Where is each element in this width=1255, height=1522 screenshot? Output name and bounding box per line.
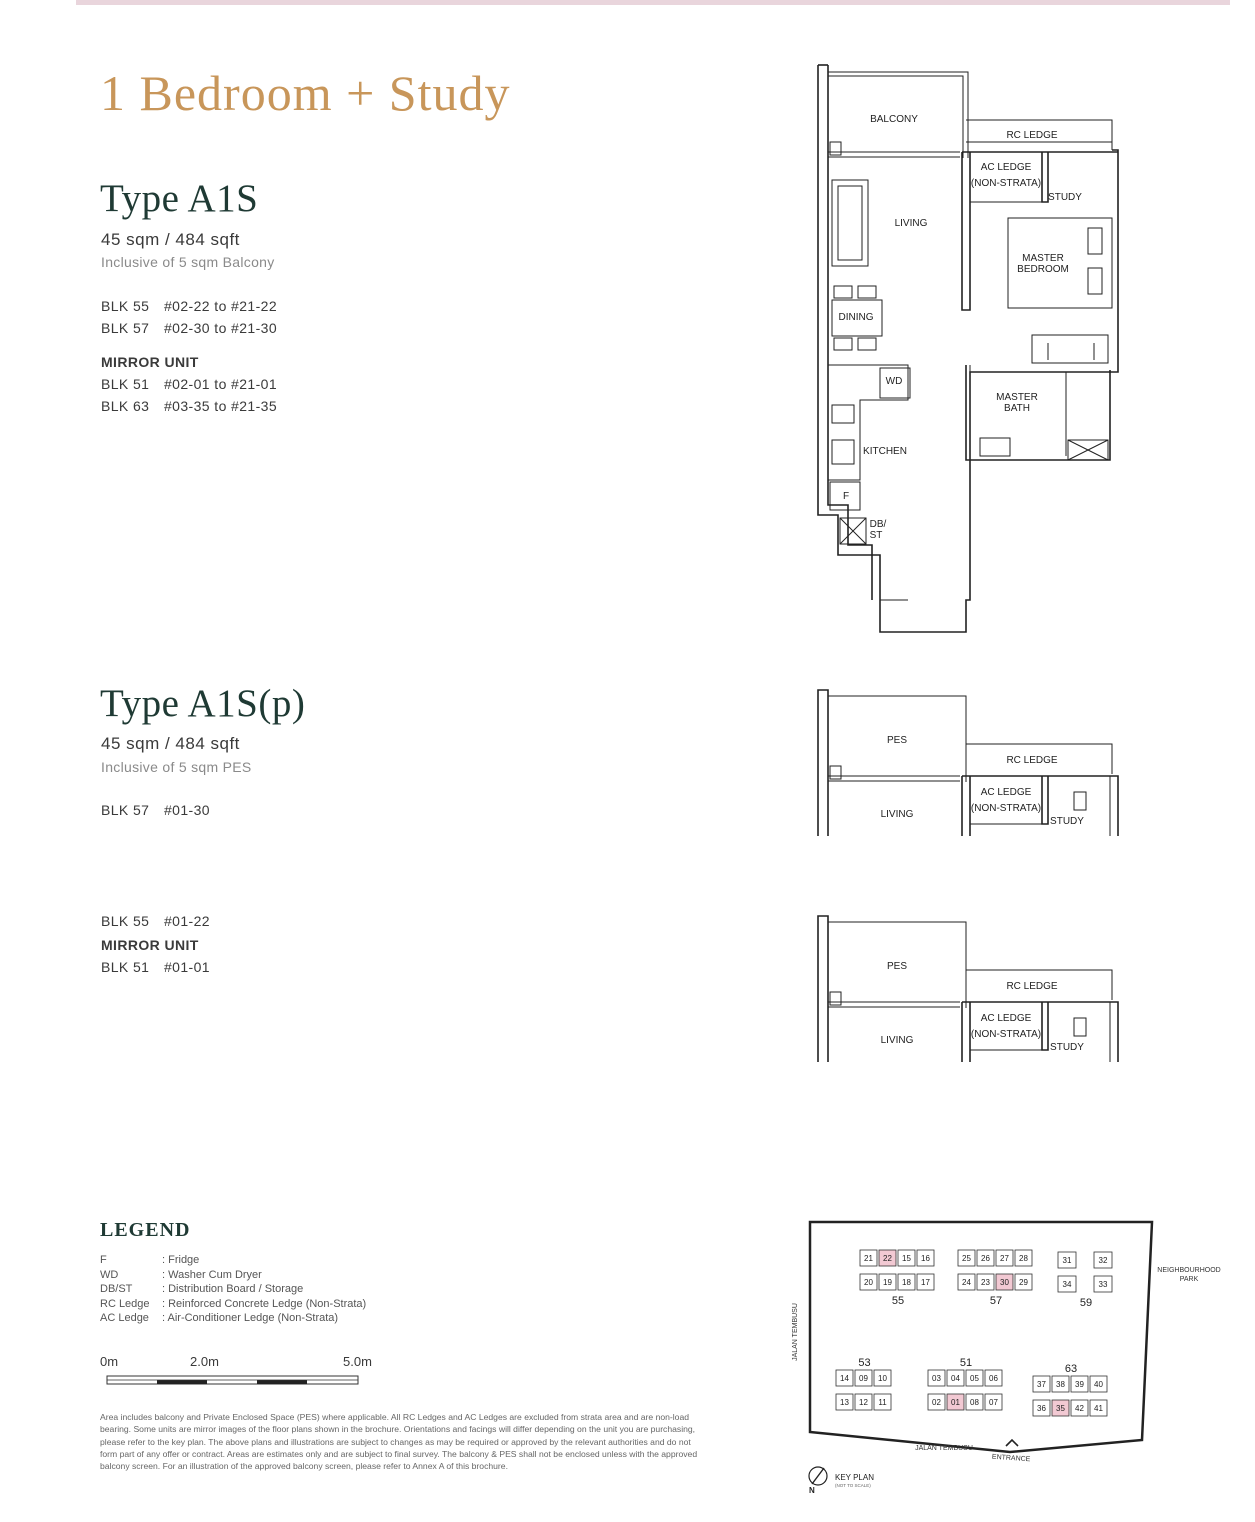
- key-plan-unit-label: 15: [902, 1254, 911, 1263]
- key-plan-unit-label: 27: [1000, 1254, 1009, 1263]
- key-plan-unit-label: 39: [1075, 1380, 1084, 1389]
- type-a1sp-unit-list-second: [101, 910, 210, 978]
- type-a1s-area: 45 sqm / 484 sqft: [101, 230, 240, 249]
- key-plan-unit-label: 33: [1098, 1280, 1108, 1289]
- legend-key: AC Ledge: [100, 1312, 149, 1324]
- key-plan-unit-label: 32: [1098, 1256, 1108, 1265]
- legend-key: F: [100, 1254, 107, 1266]
- key-plan-unit-label: 08: [970, 1398, 979, 1407]
- north-label: N: [809, 1486, 815, 1495]
- label-rc-ledge: RC LEDGE: [1006, 755, 1058, 766]
- legend-key: DB/ST: [100, 1283, 133, 1295]
- entrance-label: ENTRANCE: [991, 1453, 1031, 1464]
- unit-block: BLK 57: [101, 320, 150, 336]
- floor-plan-drawing: [810, 60, 1130, 640]
- label-study: STUDY: [1048, 192, 1082, 203]
- floor-plan-a1sp-blk57: [810, 686, 1130, 841]
- label-balcony: BALCONY: [870, 114, 918, 125]
- key-plan-unit-label: 36: [1037, 1404, 1046, 1413]
- key-plan-unit-label: 11: [878, 1398, 887, 1407]
- label-dbst-2: ST: [869, 530, 883, 541]
- scale-bar-graphic: [100, 1372, 370, 1392]
- key-plan-unit-label: 30: [1000, 1278, 1009, 1287]
- key-plan-block-label: 57: [989, 1295, 1003, 1307]
- key-plan-unit-label: 24: [962, 1278, 971, 1287]
- top-accent-bar: [76, 0, 1230, 5]
- floor-plan-a1sp-blk55: [810, 912, 1130, 1067]
- label-ac-ledge: AC LEDGE: [980, 1013, 1032, 1024]
- key-plan-block-label: 55: [891, 1295, 905, 1307]
- legend-item: [100, 1253, 366, 1268]
- label-rc-ledge: RC LEDGE: [1006, 981, 1058, 992]
- type-a1s-unit-list: [101, 295, 277, 417]
- legend-desc: : Washer Cum Dryer: [162, 1268, 262, 1281]
- label-master-bath-2: BATH: [1004, 403, 1030, 414]
- unit-range: #02-22 to #21-22: [164, 298, 278, 314]
- unit-block: BLK 55: [101, 913, 150, 929]
- key-plan-unit-label: 13: [840, 1398, 849, 1407]
- key-plan-unit-label: 34: [1062, 1280, 1072, 1289]
- road-bottom-label: JALAN TEMBUSU: [915, 1445, 973, 1452]
- key-plan-unit-label: 22: [883, 1254, 892, 1263]
- key-plan-unit-label: 28: [1019, 1254, 1028, 1263]
- unit-block: BLK 55: [101, 298, 150, 314]
- legend-desc: : Distribution Board / Storage: [162, 1283, 304, 1295]
- key-plan-unit-label: 26: [981, 1254, 990, 1263]
- key-plan-unit-label: 12: [859, 1398, 868, 1407]
- label-study: STUDY: [1050, 1042, 1084, 1053]
- key-plan-unit-label: 40: [1094, 1380, 1103, 1389]
- unit-row: [101, 910, 210, 932]
- mirror-unit-label: MIRROR UNIT: [101, 354, 199, 370]
- key-plan-unit-label: 05: [970, 1374, 979, 1383]
- type-a1s-inclusive: Inclusive of 5 sqm Balcony: [101, 254, 275, 270]
- label-master-bath: MASTER: [996, 392, 1038, 403]
- floor-plan-a1s: [810, 60, 1130, 640]
- unit-range: #01-01: [164, 959, 210, 975]
- scale-label-2: 2.0m: [190, 1354, 219, 1369]
- unit-row: [101, 799, 210, 821]
- type-a1s-heading: Type A1S: [100, 177, 259, 220]
- key-plan-block-53: [836, 1357, 891, 1410]
- key-plan-unit-label: 07: [989, 1398, 998, 1407]
- unit-range: #01-22: [164, 913, 210, 929]
- scale-label-5: 5.0m: [343, 1354, 372, 1369]
- key-plan-drawing: [780, 1210, 1240, 1500]
- legend-desc: : Fridge: [162, 1254, 200, 1266]
- neighbourhood-park-label-2: PARK: [1179, 1276, 1199, 1283]
- label-fridge: F: [842, 491, 850, 502]
- key-plan-unit-label: 03: [932, 1374, 941, 1383]
- entrance-arrow-icon: [1006, 1440, 1018, 1446]
- label-ac-ledge: AC LEDGE: [980, 162, 1032, 173]
- legend-item: [100, 1268, 366, 1283]
- type-a1sp-heading: Type A1S(p): [100, 682, 306, 725]
- legend-key: WD: [100, 1268, 119, 1281]
- key-plan-unit-label: 35: [1056, 1404, 1065, 1413]
- pes-plan-drawing: [810, 686, 1130, 841]
- page-title: 1 Bedroom + Study: [100, 65, 511, 121]
- unit-block: BLK 51: [101, 376, 150, 392]
- label-rc-ledge: RC LEDGE: [1006, 130, 1058, 141]
- label-living: LIVING: [880, 1035, 914, 1046]
- key-plan-unit-label: 38: [1056, 1380, 1065, 1389]
- label-study: STUDY: [1050, 816, 1084, 827]
- label-pes: PES: [886, 735, 908, 746]
- key-plan-block-label: 51: [959, 1357, 973, 1369]
- type-a1sp-inclusive: Inclusive of 5 sqm PES: [101, 759, 252, 775]
- key-plan-subtitle: (NOT TO SCALE): [835, 1483, 871, 1488]
- legend-item: [100, 1297, 366, 1312]
- key-plan-unit-label: 21: [864, 1254, 873, 1263]
- unit-block: BLK 57: [101, 802, 150, 818]
- label-master-bedroom: MASTER: [1022, 253, 1064, 264]
- label-ac-ledge-non-strata: (NON-STRATA): [970, 1029, 1042, 1040]
- key-plan-unit-label: 14: [840, 1374, 849, 1383]
- key-plan-unit-label: 17: [921, 1278, 930, 1287]
- key-plan-unit-label: 06: [989, 1374, 998, 1383]
- type-a1sp-unit-list: [101, 799, 210, 821]
- key-plan-block-57: [958, 1250, 1032, 1307]
- unit-row: [101, 295, 277, 317]
- unit-range: #03-35 to #21-35: [164, 398, 278, 414]
- pes-plan-drawing: [810, 912, 1130, 1067]
- key-plan-unit-label: 20: [864, 1278, 873, 1287]
- label-dining: DINING: [838, 312, 874, 323]
- key-plan-unit-label: 04: [951, 1374, 960, 1383]
- key-plan-block-59: [1058, 1252, 1112, 1309]
- key-plan-unit-label: 25: [962, 1254, 971, 1263]
- key-plan-unit-label: 37: [1037, 1380, 1046, 1389]
- key-plan-unit-label: 16: [921, 1254, 930, 1263]
- key-plan-block-label: 63: [1064, 1363, 1078, 1375]
- unit-range: #02-30 to #21-30: [164, 320, 278, 336]
- scale-label-0: 0m: [100, 1354, 119, 1369]
- label-dbst: DB/: [869, 519, 887, 530]
- key-plan-unit-label: 01: [951, 1398, 960, 1407]
- road-side-label: JALAN TEMBUSU: [792, 1303, 799, 1361]
- unit-block: BLK 63: [101, 398, 150, 414]
- key-plan-block-55: [860, 1250, 934, 1307]
- key-plan-unit-label: 02: [932, 1398, 941, 1407]
- label-ac-ledge: AC LEDGE: [980, 787, 1032, 798]
- unit-row: [101, 317, 277, 339]
- legend-key: RC Ledge: [100, 1297, 150, 1310]
- label-ac-ledge-non-strata: (NON-STRATA): [970, 178, 1042, 189]
- north-arrow-icon: [809, 1467, 827, 1485]
- key-plan-unit-label: 31: [1062, 1256, 1072, 1265]
- mirror-unit-label: MIRROR UNIT: [101, 937, 199, 953]
- key-plan-block-51: [928, 1357, 1002, 1410]
- legend-item: [100, 1282, 366, 1297]
- type-a1sp-area: 45 sqm / 484 sqft: [101, 734, 240, 753]
- label-wd: WD: [885, 376, 903, 387]
- neighbourhood-park-label: NEIGHBOURHOOD: [1157, 1267, 1221, 1274]
- key-plan-unit-label: 23: [981, 1278, 990, 1287]
- label-pes: PES: [886, 961, 908, 972]
- key-plan-block-63: [1033, 1363, 1107, 1416]
- legend-desc: : Reinforced Concrete Ledge (Non-Strata): [162, 1297, 367, 1310]
- label-kitchen: KITCHEN: [863, 446, 907, 457]
- legend-list: [100, 1253, 366, 1326]
- label-ac-ledge-non-strata: (NON-STRATA): [970, 803, 1042, 814]
- unit-row: [101, 956, 210, 978]
- key-plan-unit-label: 29: [1019, 1278, 1028, 1287]
- key-plan-unit-label: 09: [859, 1374, 868, 1383]
- label-living: LIVING: [880, 809, 914, 820]
- key-plan-unit-label: 18: [902, 1278, 911, 1287]
- unit-block: BLK 51: [101, 959, 150, 975]
- key-plan: [780, 1210, 1240, 1505]
- unit-row: [101, 395, 277, 417]
- legend-item: [100, 1311, 366, 1326]
- key-plan-block-label: 59: [1079, 1297, 1093, 1309]
- unit-row: [101, 373, 277, 395]
- unit-range: #02-01 to #21-01: [164, 376, 278, 392]
- label-living: LIVING: [894, 218, 928, 229]
- disclaimer-text: Area includes balcony and Private Enclosed Space (PES) where applicable. All RC Ledges and AC Ledges are excluded from strata area and are non-load bearing. Some units are mirror images of the floor plans shown in the brochure. Orientations and facings will differ depending on the unit you are purchasing, please refer to the key plan. The above plans and illustrations are subject to changes as may be required or approved by the relevant authorities and do not form part of any offer or contract. Areas are estimates only and are subject to final survey. The balcony & PES shall not be enclosed unless with the approved balcony screen. For an illustration of the approved balcony screen, please refer to Annex A of this brochure.: [100, 1412, 698, 1472]
- unit-range: #01-30: [164, 802, 210, 818]
- label-master-bedroom-2: BEDROOM: [1017, 264, 1069, 275]
- key-plan-unit-label: 41: [1094, 1404, 1103, 1413]
- key-plan-unit-label: 10: [878, 1374, 887, 1383]
- key-plan-title: KEY PLAN: [835, 1473, 874, 1482]
- key-plan-unit-label: 19: [883, 1278, 892, 1287]
- key-plan-block-label: 53: [858, 1357, 871, 1369]
- legend-desc: : Air-Conditioner Ledge (Non-Strata): [162, 1312, 339, 1324]
- key-plan-unit-label: 42: [1075, 1404, 1084, 1413]
- legend-title: LEGEND: [100, 1219, 191, 1241]
